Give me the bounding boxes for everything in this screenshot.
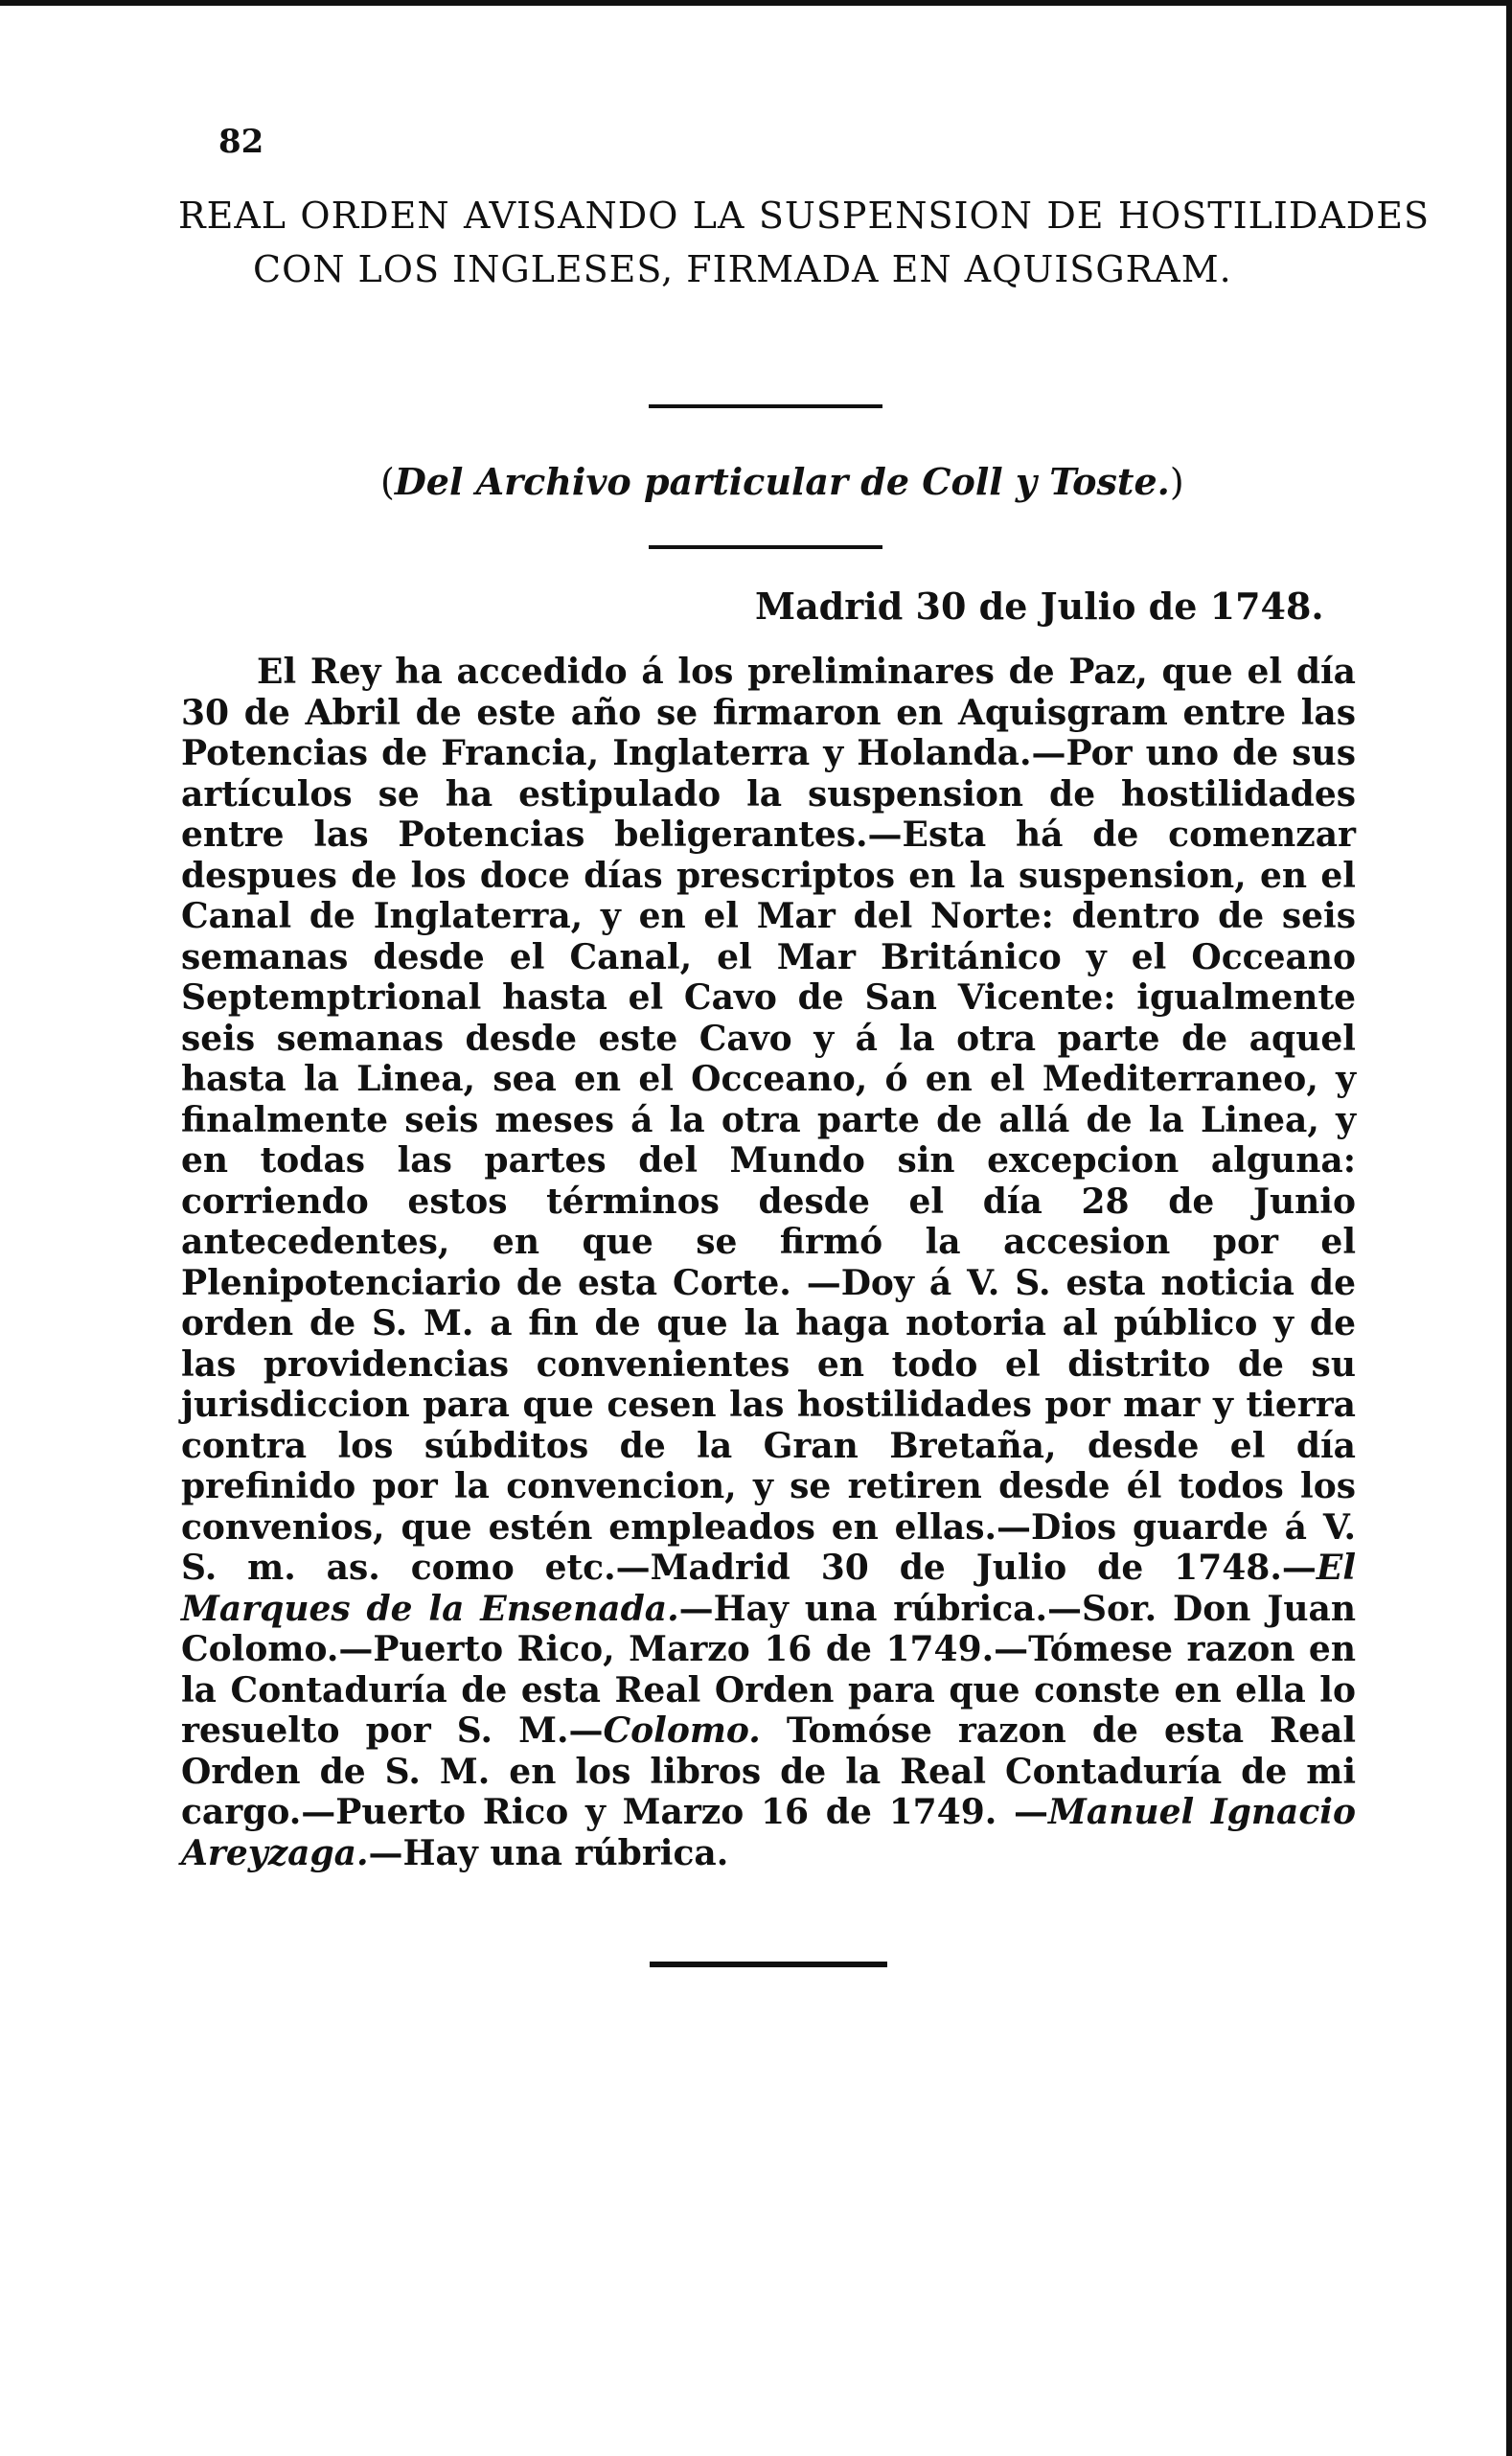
separator-rule-middle xyxy=(649,545,882,549)
body-text-part-4: —Hay una rúbrica. xyxy=(368,1832,729,1873)
signature-colomo: Colomo. xyxy=(603,1710,761,1751)
dateline: Madrid 30 de Julio de 1748. xyxy=(755,585,1324,628)
document-title: REAL ORDEN AVISANDO LA SUSPENSION DE HOSTILIDADES CON LOS INGLESES, FIRMADA EN AQUISGRAM. xyxy=(178,195,1430,290)
separator-rule-top xyxy=(649,404,882,408)
signature-areyzaga: Manuel Ignacio Areyzaga. xyxy=(181,1792,1356,1873)
end-rule xyxy=(650,1962,887,1967)
source-close-paren: ) xyxy=(1169,461,1184,503)
source-open-paren: ( xyxy=(380,461,395,503)
body-paragraph xyxy=(181,652,1356,1873)
page-number: 82 xyxy=(218,123,264,161)
body-text-part-3: Tomóse razon de esta Real Orden de S. M. en los libros de la Real Contaduría de mi cargo.—Puerto Rico y Marzo 16 de 1749. — xyxy=(181,1710,1357,1832)
scan-right-border xyxy=(1506,0,1512,2456)
source-citation xyxy=(380,460,1184,503)
body-text-part-1: El Rey ha accedido á los preliminares de Paz, que el día 30 de Abril de este año se firmaron en Aquisgram entre las Potencias de Francia, Inglaterra y Holanda.—Por uno de sus artículos se ha estipulado la suspension de hostilidades entre las Potencias beligerantes.—Esta há de comenzar despues de los doce días prescriptos en la suspension, en el Canal de Inglaterra, y en el Mar del Norte: dentro de seis semanas desde el Canal, el Mar Británico y el Occeano Septemptrional hasta el Cavo de San Vicente: igualmente seis semanas desde este Cavo y á la otra parte de aquel hasta la Linea, sea en el Occeano, ó en el Mediterraneo, y finalmente seis meses á la otra parte de allá de la Linea, y en todas las partes del Mundo sin excepcion alguna: corriendo estos términos desde el día 28 de Junio antecedentes, en que se firmó la accesion por el Plenipotenciario de esta Corte. —Doy á V. S. esta noticia de orden de S. M. a fin de que la haga notoria al público y de las providencias convenientes en todo el distrito de su jurisdiccion para que cesen las hostilidades por mar y tierra contra los súbditos de la Gran Bretaña, desde el día prefinido por la convencion, y se retiren desde él todos los convenios, que estén empleados en ellas.—Dios guarde á V. S. m. as. como etc.—Madrid 30 de Julio de 1748.— xyxy=(181,652,1356,1588)
source-text: Del Archivo particular de Coll y Toste. xyxy=(394,460,1170,503)
scan-top-border xyxy=(0,0,1512,6)
signature-marques: El Marques de la Ensenada. xyxy=(181,1548,1356,1629)
body-text-part-2: —Hay una rúbrica.—Sor. Don Juan Colomo.—Puerto Rico, Marzo 16 de 1749.—Tómese razon en la Contaduría de esta Real Orden para que conste en ella lo resuelto por S. M.— xyxy=(181,1588,1356,1751)
